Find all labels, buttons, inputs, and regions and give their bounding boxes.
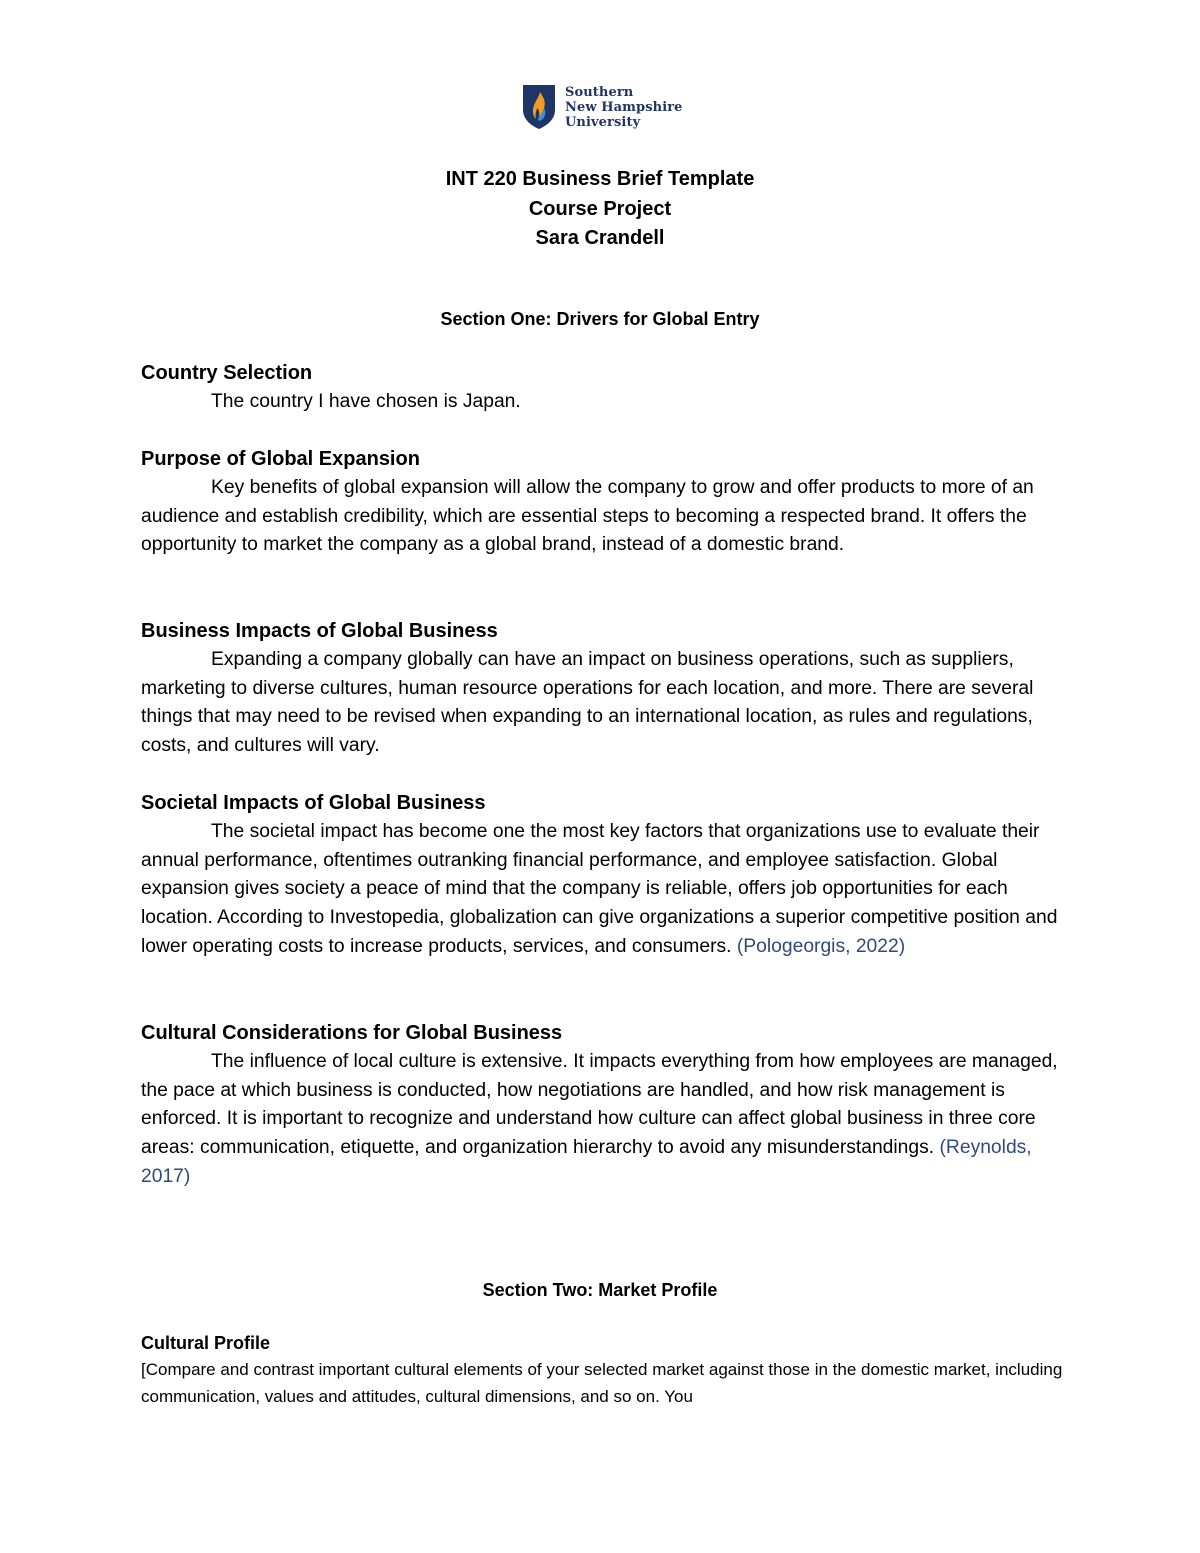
document-title: INT 220 Business Brief Template <box>445 168 755 190</box>
citation: (Pologeorgis, 2022) <box>736 935 906 957</box>
section-paragraph: The country I have chosen is Japan. <box>211 391 521 412</box>
business-impacts-section <box>141 617 1066 761</box>
shield-flame-icon <box>522 84 556 130</box>
section-paragraph: Key benefits of global expansion will allow the company to grow and offer products to more of an audience and establish credibility, which are essential steps to becoming a respected brand. It offers the opportunity to market the company as a global brand, instead of a domestic brand. <box>141 477 1034 556</box>
document-subtitle: Course Project <box>528 197 672 220</box>
document-title-block <box>0 165 1200 254</box>
citation: (Reynolds, 2017) <box>141 1137 1032 1187</box>
section-paragraph: [Compare and contrast important cultural elements of your selected market against those in the domestic market, including communication, values and attitudes, cultural dimensions, and so on. You <box>141 1360 1063 1406</box>
section-paragraph: Expanding a company globally can have an impact on business operations, such as suppliers, marketing to diverse cultures, human resource operations for each location, and more. There are several things that may need to be revised when expanding to an international location, as rules and regulations, costs, and cultures will vary. <box>141 649 1034 757</box>
author-name: Sara Crandell <box>535 227 665 249</box>
section-one-heading: Section One: Drivers for Global Entry <box>440 309 760 329</box>
section-paragraph <box>141 1048 1066 1192</box>
logo-line-2: New Hampshire <box>565 100 683 115</box>
logo-line-3: University <box>565 115 641 130</box>
purpose-section <box>141 445 1066 560</box>
section-heading: Cultural Profile <box>141 1333 271 1353</box>
section-heading: Purpose of Global Expansion <box>141 448 420 470</box>
section-two-heading: Section Two: Market Profile <box>482 1280 718 1300</box>
section-heading: Cultural Considerations for Global Business <box>141 1022 563 1044</box>
country-selection-section <box>141 359 1066 417</box>
logo-line-1: Southern <box>565 85 634 100</box>
section-heading: Societal Impacts of Global Business <box>141 792 486 814</box>
university-logo <box>522 84 683 130</box>
societal-impacts-section <box>141 789 1066 962</box>
paragraph-text: The influence of local culture is extensive. It impacts everything from how employees are managed, the pace at which business is conducted, how negotiations are handled, and how risk management is enforced. It is important to recognize and understand how culture can affect global business in three core areas: communication, etiquette, and organization hierarchy to avoid any misunderstandings. <box>141 1051 1058 1159</box>
cultural-considerations-section <box>141 1019 1066 1192</box>
cultural-profile-section <box>141 1330 1066 1410</box>
logo-wordmark <box>565 85 683 130</box>
paragraph-text: The societal impact has become one the most key factors that organizations use to evaluate their annual performance, oftentimes outranking financial performance, and employee satisfaction. Global expansion gives society a peace of mind that the company is reliable, offers job opportunities for each location. According to Investopedia, globalization can give organizations a superior competitive position and lower operating costs to increase products, services, and consumers. <box>141 821 1058 957</box>
section-paragraph <box>141 818 1066 962</box>
section-heading: Country Selection <box>141 362 313 384</box>
section-heading: Business Impacts of Global Business <box>141 620 498 642</box>
